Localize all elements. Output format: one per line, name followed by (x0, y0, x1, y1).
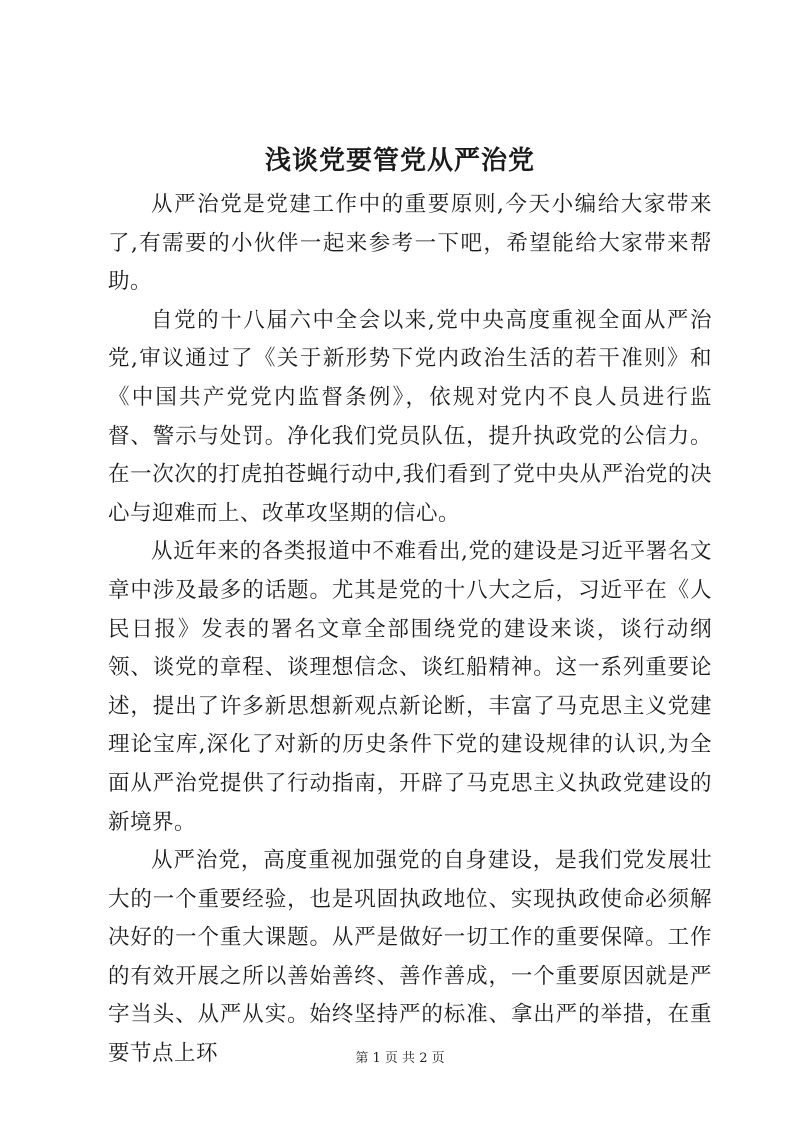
paragraph-1: 从严治党是党建工作中的重要原则,今天小编给大家带来了,有需要的小伙伴一起来参考一下吧，希望能给大家带来帮助。 (108, 192, 712, 295)
page-number-footer: 第 1 页 共 2 页 (355, 1051, 445, 1066)
paragraph-3: 从近年来的各类报道中不难看出,党的建设是习近平署名文章中涉及最多的话题。尤其是党的十八大之后，习近平在《人民日报》发表的署名文章全部围绕党的建设来谈，谈行动纲领、谈党的章程、谈理想信念、谈红船精神。这一系列重要论述，提出了许多新思想新观点新论断，丰富了马克思主义党建理论宝库,深化了对新的历史条件下党的建设规律的认识,为全面从严治党提供了行动指南，开辟了马克思主义执政党建设的新境界。 (108, 539, 712, 835)
document-body (108, 186, 712, 1074)
paragraph-4: 从严治党，高度重视加强党的自身建设，是我们党发展壮大的一个重要经验，也是巩固执政地位、实现执政使命必须解决好的一个重大课题。从严是做好一切工作的重要保障。工作的有效开展之所以善始善终、善作善成，一个重要原因就是严字当头、从严从实。始终坚持严的标准、拿出严的举措，在重要节点上环 (108, 848, 712, 1067)
document-title: 浅谈党要管党从严治党 (264, 146, 535, 176)
paragraph-2: 自党的十八届六中全会以来,党中央高度重视全面从严治党,审议通过了《关于新形势下党内政治生活的若干准则》和《中国共产党党内监督条例》，依规对党内不良人员进行监督、警示与处罚。净化我们党员队伍，提升执政党的公信力。在一次次的打虎拍苍蝇行动中,我们看到了党中央从严治党的决心与迎难而上、改革攻坚期的信心。 (108, 307, 712, 526)
